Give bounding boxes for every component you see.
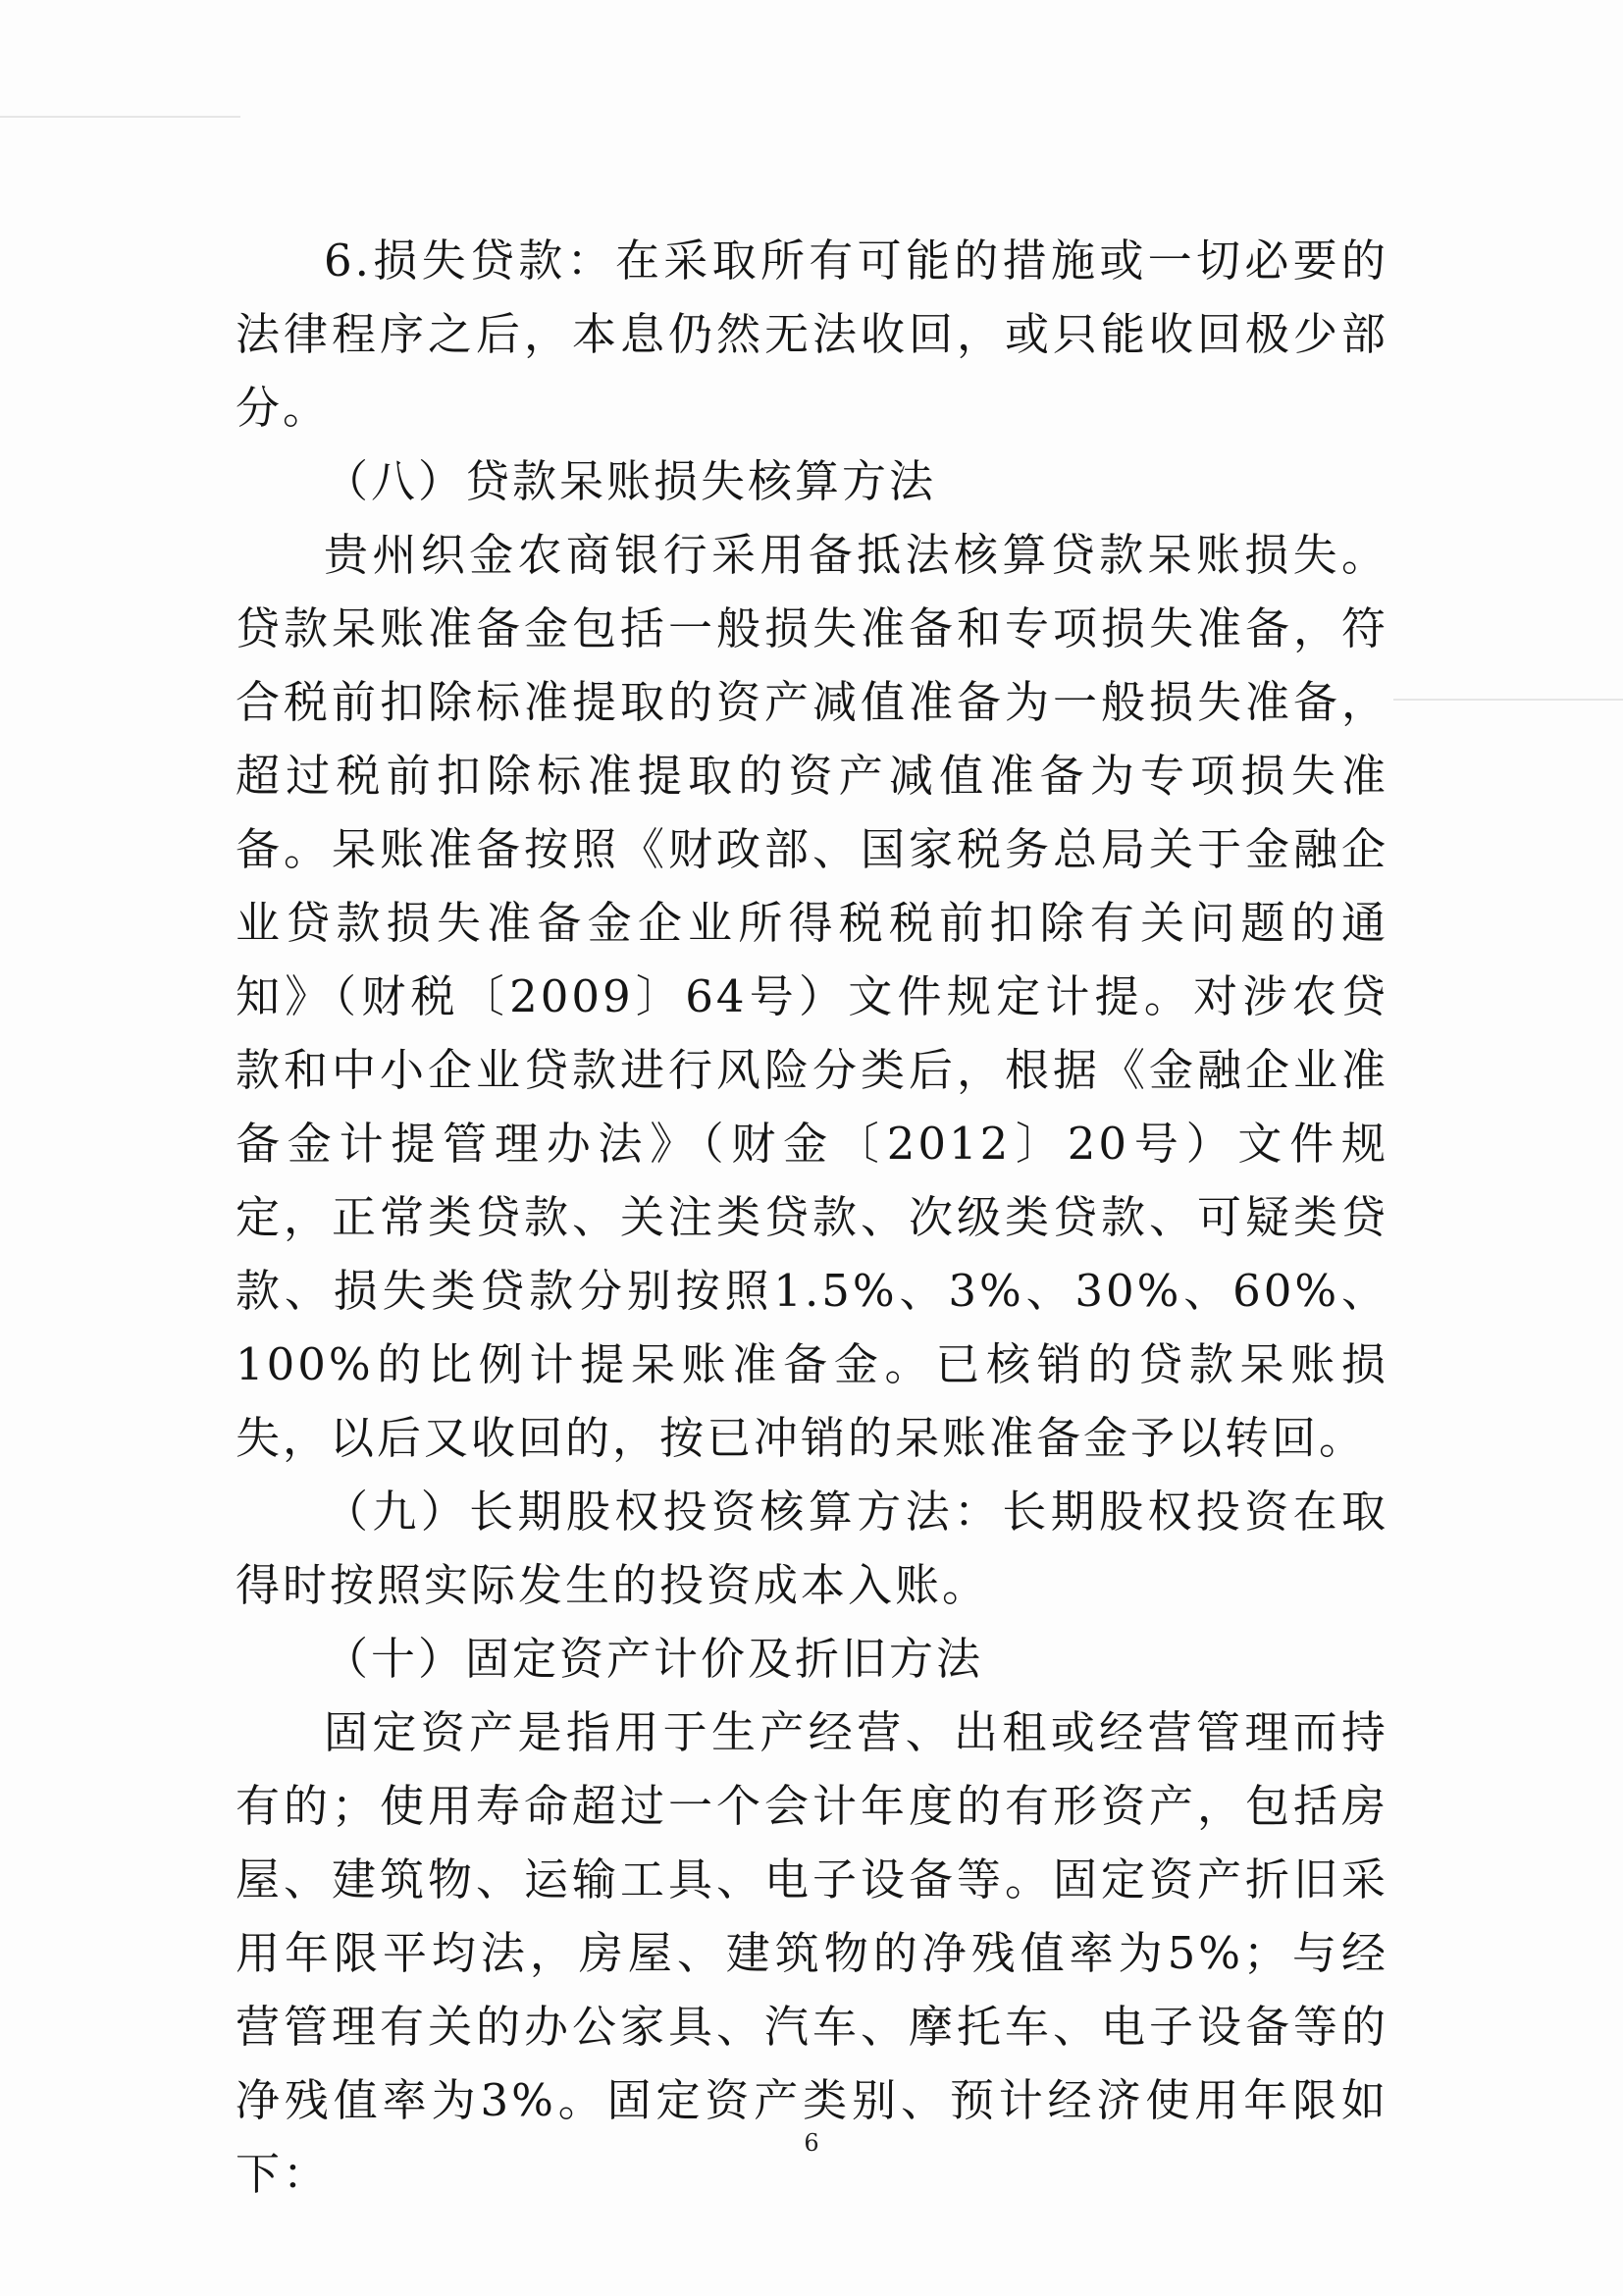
- scan-edge-mark: [0, 116, 240, 118]
- document-body: [236, 224, 1388, 2211]
- paragraph-fixed-assets: 固定资产是指用于生产经营、出租或经营管理而持有的；使用寿命超过一个会计年度的有形资产，包括房屋、建筑物、运输工具、电子设备等。固定资产折旧采用年限平均法，房屋、建筑物的净残值率为5%；与经营管理有关的办公家具、汽车、摩托车、电子设备等的净残值率为3%。固定资产类别、预计经济使用年限如下：: [236, 1706, 1388, 2200]
- paragraph-loss-loans: 6.损失贷款：在采取所有可能的措施或一切必要的法律程序之后，本息仍然无法收回，或只能收回极少部分。: [236, 235, 1388, 434]
- scan-edge-mark: [1393, 699, 1623, 701]
- section-heading-bad-debt: （八）贷款呆账损失核算方法: [324, 455, 937, 507]
- page-number: 6: [804, 2129, 819, 2157]
- section-heading-fixed-assets: （十）固定资产计价及折旧方法: [324, 1633, 984, 1685]
- paragraph-bad-debt-method: 贵州织金农商银行采用备抵法核算贷款呆账损失。贷款呆账准备金包括一般损失准备和专项损失准备，符合税前扣除标准提取的资产减值准备为一般损失准备，超过税前扣除标准提取的资产减值准备为专项损失准备。呆账准备按照《财政部、国家税务总局关于金融企业贷款损失准备金企业所得税税前扣除有关问题的通知》（财税〔2009〕64号）文件规定计提。对涉农贷款和中小企业贷款进行风险分类后，根据《金融企业准备金计提管理办法》（财金〔2012〕20号）文件规定，正常类贷款、关注类贷款、次级类贷款、可疑类贷款、损失类贷款分别按照1.5%、3%、30%、60%、100%的比例计提呆账准备金。已核销的贷款呆账损失，以后又收回的，按已冲销的呆账准备金予以转回。: [236, 529, 1388, 1464]
- paragraph-equity-investment: （九）长期股权投资核算方法：长期股权投资在取得时按照实际发生的投资成本入账。: [236, 1486, 1388, 1611]
